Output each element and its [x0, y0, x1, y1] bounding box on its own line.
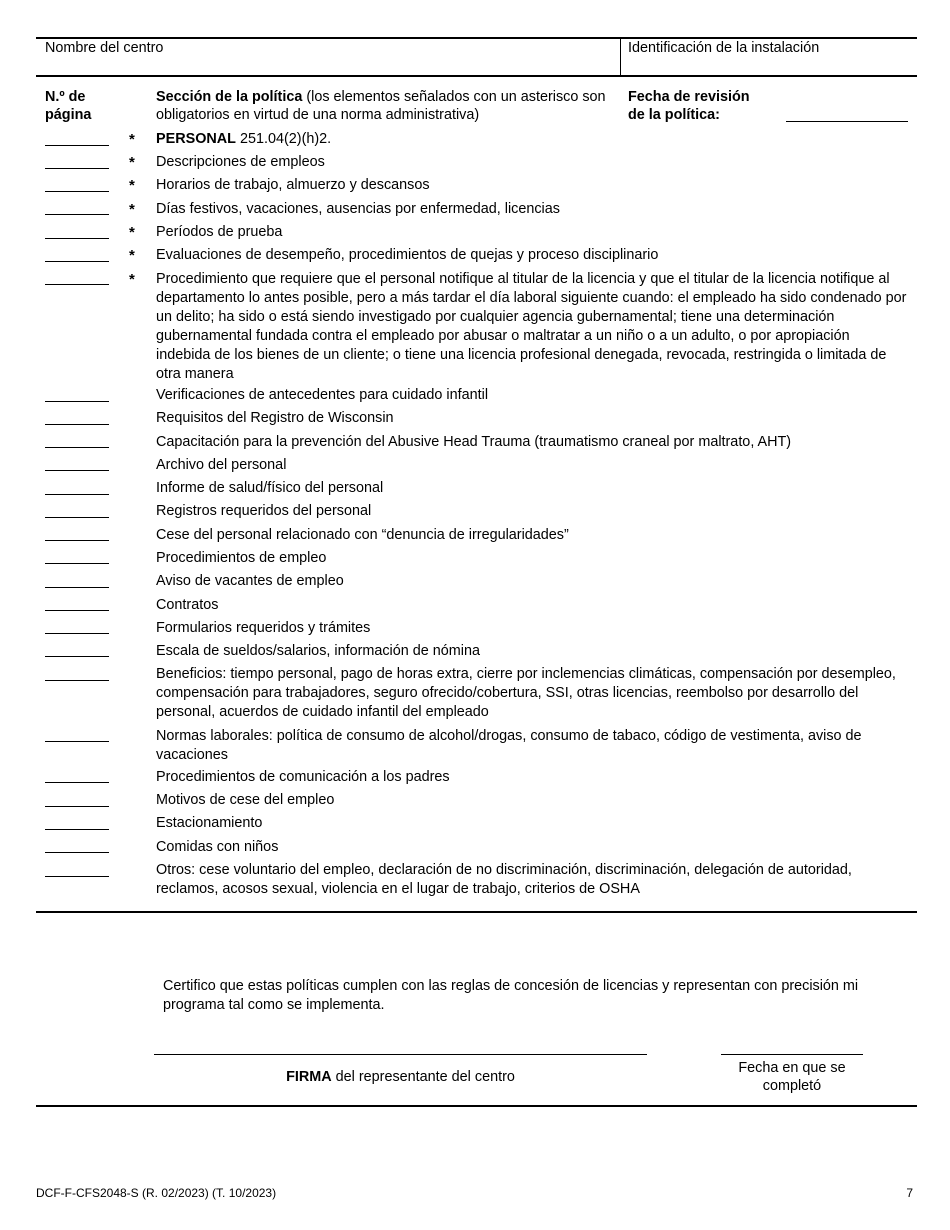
policy-item — [156, 791, 908, 810]
policy-item-text: Beneficios: tiempo personal, pago de horas extra, cierre por inclemencias climáticas, compensación por desempleo, compensación para trabajadores, seguro ofrecido/cobertura, SSI, otras licencias, reembolso por desarrollo del personal, acuerdos de cuidado infantil del empleado — [156, 666, 896, 720]
page-number-blank[interactable] — [45, 238, 109, 239]
page-number-heading: N.º de página — [45, 89, 92, 123]
policy-item-text: Procedimientos de empleo — [156, 550, 327, 566]
policy-item-text: Estacionamiento — [156, 815, 263, 831]
page-number-blank[interactable] — [45, 540, 109, 541]
page-number-blank[interactable] — [45, 633, 109, 634]
policy-item — [156, 223, 908, 242]
page-number-blank[interactable] — [45, 261, 109, 262]
policy-item-text: Formularios requeridos y trámites — [156, 620, 371, 636]
policy-item-text: Capacitación para la prevención del Abusive Head Trauma (traumatismo craneal por maltrato, AHT) — [156, 434, 792, 450]
policy-item — [156, 619, 908, 638]
policy-item-text: Informe de salud/físico del personal — [156, 480, 384, 496]
policy-item — [156, 200, 908, 219]
policy-item — [156, 768, 908, 787]
policy-item-text: Archivo del personal — [156, 457, 287, 473]
form-id: DCF-F-CFS2048-S (R. 02/2023) (T. 10/2023) — [36, 1186, 277, 1200]
signature-label-rest: del representante del centro — [335, 1069, 515, 1085]
policy-item-text: Cese del personal relacionado con “denuncia de irregularidades” — [156, 527, 569, 543]
page-number-blank[interactable] — [45, 852, 109, 853]
policy-item-text: Normas laborales: política de consumo de alcohol/drogas, consumo de tabaco, código de vestimenta, aviso de vacaciones — [156, 728, 862, 763]
policy-item — [156, 572, 908, 591]
date-completed-label: Fecha en que se completó — [738, 1060, 846, 1094]
policy-item — [156, 479, 908, 498]
signature-line[interactable] — [154, 1054, 647, 1055]
policy-item — [156, 386, 908, 405]
center-name-label: Nombre del centro — [45, 40, 164, 56]
page-number-blank[interactable] — [45, 741, 109, 742]
review-date-blank[interactable] — [786, 121, 908, 122]
page-number-blank[interactable] — [45, 214, 109, 215]
certification-statement: Certifico que estas políticas cumplen con las reglas de concesión de licencias y representan con precisión mi programa tal como se implementa. — [163, 978, 859, 1013]
policy-item — [156, 549, 908, 568]
policy-item-text: Comidas con niños — [156, 839, 279, 855]
page-number-blank[interactable] — [45, 424, 109, 425]
page-number-blank[interactable] — [45, 656, 109, 657]
page-number-blank[interactable] — [45, 284, 109, 285]
signature-label-bold: FIRMA — [286, 1069, 332, 1085]
policy-item-text: Escala de sueldos/salarios, información de nómina — [156, 643, 480, 659]
policy-item-text: Contratos — [156, 597, 219, 613]
policy-item-text: Días festivos, vacaciones, ausencias por enfermedad, licencias — [156, 201, 560, 217]
required-asterisk: * — [129, 247, 135, 264]
page-number-blank[interactable] — [45, 876, 109, 877]
policy-item — [156, 409, 908, 428]
policy-item — [156, 270, 908, 384]
policy-item-text: Procedimiento que requiere que el personal notifique al titular de la licencia y que el titular de la licencia notifique al departamento lo antes posible, pero a más tardar el día laboral siguiente cuando: el empleado ha sido condenado por un delito; ha sido o está siendo investigado por cualquier agencia gubernamental; tiene una determinación gubernamental fundada contra el empleado por abusar o maltratar a un niño o a un adulto, o por apropiación indebida de los bienes de un cliente; o tiene una licencia profesional denegada, revocada, restringida o limitada de otra manera — [156, 271, 907, 382]
policy-item — [156, 526, 908, 545]
policy-item-text: Evaluaciones de desempeño, procedimientos de quejas y proceso disciplinario — [156, 247, 659, 263]
facility-id-label: Identificación de la instalación — [628, 40, 820, 56]
required-asterisk: * — [129, 224, 135, 241]
policy-item — [156, 642, 908, 661]
policy-item-text: Registros requeridos del personal — [156, 503, 372, 519]
page-number-blank[interactable] — [45, 587, 109, 588]
policy-item-text: Aviso de vacantes de empleo — [156, 573, 344, 589]
page-number-blank[interactable] — [45, 680, 109, 681]
header-bottom-rule — [36, 75, 917, 77]
policy-item-text: Procedimientos de comunicación a los padres — [156, 769, 450, 785]
policy-item — [156, 596, 908, 615]
section-heading-note: (los elementos señalados con un asterisco son obligatorios en virtud de una norma administrativa) — [156, 89, 606, 123]
page-number-blank[interactable] — [45, 782, 109, 783]
page-number-blank[interactable] — [45, 401, 109, 402]
page-number-blank[interactable] — [45, 563, 109, 564]
required-asterisk: * — [129, 201, 135, 218]
page-number-blank[interactable] — [45, 447, 109, 448]
policy-item-text: Períodos de prueba — [156, 224, 283, 240]
page-number-blank[interactable] — [45, 470, 109, 471]
page-number-blank[interactable] — [45, 191, 109, 192]
policy-item — [156, 130, 908, 149]
page-number-blank[interactable] — [45, 168, 109, 169]
policy-item — [156, 433, 908, 452]
policy-item-text: Otros: cese voluntario del empleo, declaración de no discriminación, discriminación, delegación de autoridad, reclamos, acosos sexual, violencia en el lugar de trabajo, criterios de OSHA — [156, 862, 852, 897]
policy-item — [156, 246, 908, 265]
header-divider — [620, 38, 621, 76]
date-completed-line[interactable] — [721, 1054, 863, 1055]
signature-label — [154, 1068, 647, 1086]
policy-item — [156, 502, 908, 521]
policy-item — [156, 861, 908, 899]
review-date-heading: Fecha de revisión de la política: — [628, 89, 750, 123]
page-number-blank[interactable] — [45, 610, 109, 611]
page-number: 7 — [906, 1186, 913, 1200]
section-heading — [156, 88, 616, 124]
required-asterisk: * — [129, 154, 135, 171]
section-heading-bold: Sección de la política — [156, 89, 303, 105]
policy-item-text: Descripciones de empleos — [156, 154, 325, 170]
policy-item — [156, 838, 908, 857]
page-number-blank[interactable] — [45, 829, 109, 830]
certification-bottom-rule — [36, 1105, 917, 1107]
policy-item — [156, 176, 908, 195]
policy-item — [156, 456, 908, 475]
policy-item — [156, 665, 908, 722]
table-bottom-rule — [36, 911, 917, 913]
policy-item-text: Horarios de trabajo, almuerzo y descansos — [156, 177, 430, 193]
policy-item — [156, 814, 908, 833]
page-number-blank[interactable] — [45, 806, 109, 807]
policy-item — [156, 153, 908, 172]
page-number-blank[interactable] — [45, 494, 109, 495]
policy-item-text: Verificaciones de antecedentes para cuidado infantil — [156, 387, 489, 403]
page-number-blank[interactable] — [45, 145, 109, 146]
required-asterisk: * — [129, 271, 135, 288]
policy-item-bold: PERSONAL — [156, 131, 236, 147]
required-asterisk: * — [129, 131, 135, 148]
page-number-blank[interactable] — [45, 517, 109, 518]
required-asterisk: * — [129, 177, 135, 194]
policy-item-text: 251.04(2)(h)2. — [239, 131, 332, 147]
policy-item — [156, 727, 908, 765]
policy-item-text: Motivos de cese del empleo — [156, 792, 335, 808]
policy-item-text: Requisitos del Registro de Wisconsin — [156, 410, 394, 426]
